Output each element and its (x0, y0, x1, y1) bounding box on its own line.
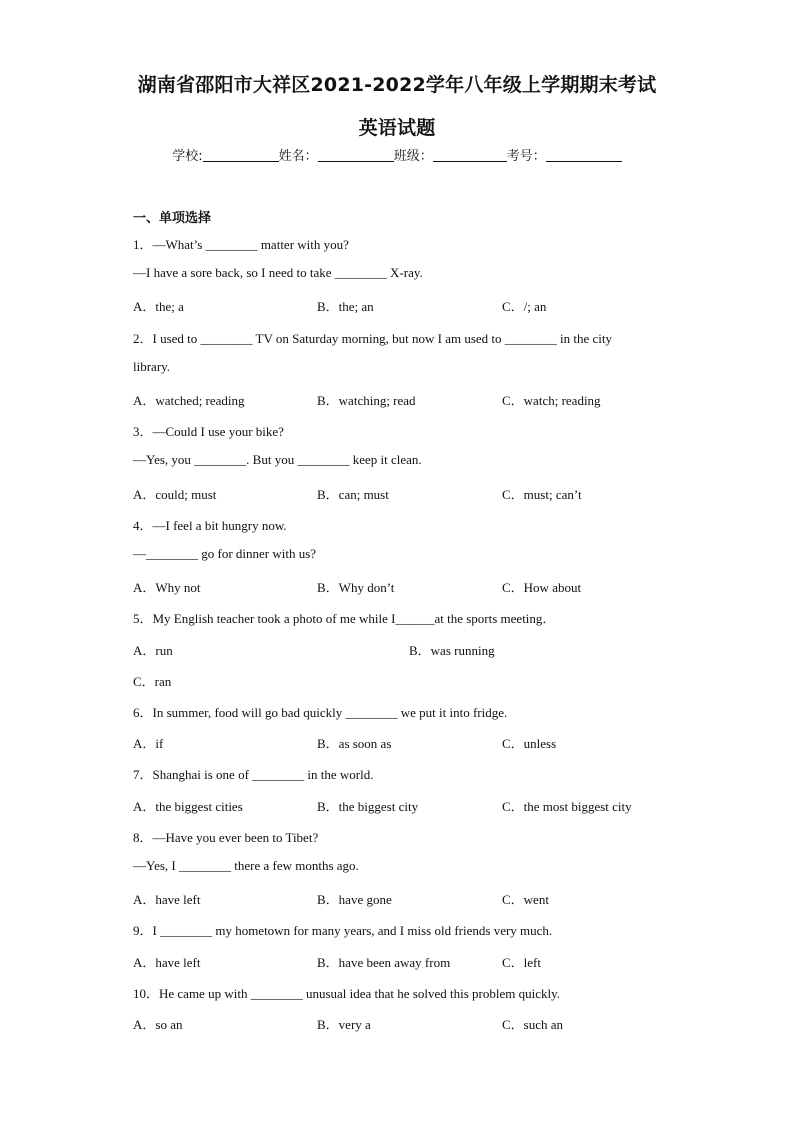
exam-title-line1: 湖南省邵阳市大祥区2021-2022学年八年级上学期期末考试 (137, 74, 657, 96)
question-8-stem: 8．—Have you ever been to Tibet? (133, 830, 319, 845)
question-1-option-b[interactable]: B．the; an (317, 299, 374, 314)
question-3-response: —Yes, you ________. But you ________ keep it clean. (133, 452, 422, 467)
question-10-option-b[interactable]: B．very a (317, 1017, 371, 1032)
question-2-option-a[interactable]: A．watched; reading (133, 393, 245, 408)
question-6-option-b[interactable]: B．as soon as (317, 736, 392, 751)
question-6-option-c[interactable]: C．unless (502, 736, 557, 751)
exam-title-line2: 英语试题 (358, 117, 436, 139)
question-4-response: —________ go for dinner with us? (133, 546, 317, 561)
question-2-stem: 2．I used to ________ TV on Saturday morning, but now I am used to ________ in the city (133, 331, 613, 346)
question-2-stem-cont: library. (133, 359, 171, 374)
question-3-option-b[interactable]: B．can; must (317, 487, 389, 502)
question-8-response: —Yes, I ________ there a few months ago. (133, 858, 359, 873)
number-label: 考号： (506, 149, 546, 164)
question-5-stem: 5．My English teacher took a photo of me while I______at the sports meeting． (133, 611, 556, 626)
school-label: 学校: (172, 149, 203, 164)
question-8-option-c[interactable]: C．went (502, 892, 549, 907)
question-8-option-a[interactable]: A．have left (133, 892, 201, 907)
name-blank[interactable] (318, 149, 394, 162)
question-6-stem: 6．In summer, food will go bad quickly ________ we put it into fridge. (133, 705, 508, 720)
question-1-option-c[interactable]: C．/; an (502, 299, 547, 314)
question-1-response: —I have a sore back, so I need to take ________ X-ray. (133, 265, 423, 280)
section-title: 一、单项选择 (133, 211, 212, 226)
name-label: 姓名： (278, 149, 318, 164)
question-4-option-a[interactable]: A．Why not (133, 580, 201, 595)
question-5-option-c[interactable]: C．ran (133, 674, 172, 689)
number-blank[interactable] (546, 149, 622, 162)
question-3-option-a[interactable]: A．could; must (133, 487, 217, 502)
question-9-option-a[interactable]: A．have left (133, 955, 201, 970)
question-7-option-c[interactable]: C．the most biggest city (502, 799, 632, 814)
question-4-option-b[interactable]: B．Why don’t (317, 580, 395, 595)
question-6-option-a[interactable]: A．if (133, 736, 164, 751)
question-1-stem: 1．—What’s ________ matter with you? (133, 237, 349, 252)
class-label: 班级： (393, 149, 433, 164)
question-3-option-c[interactable]: C．must; can’t (502, 487, 582, 502)
question-3-stem: 3．—Could I use your bike? (133, 424, 284, 439)
question-10-option-c[interactable]: C．such an (502, 1017, 564, 1032)
question-5-option-a[interactable]: A．run (133, 643, 173, 658)
question-1-option-a[interactable]: A．the; a (133, 299, 184, 314)
question-9-option-c[interactable]: C．left (502, 955, 541, 970)
question-9-option-b[interactable]: B．have been away from (317, 955, 451, 970)
question-9-stem: 9．I ________ my hometown for many years, and I miss old friends very much. (133, 923, 553, 938)
student-info-row (0, 145, 794, 164)
question-4-option-c[interactable]: C．How about (502, 580, 582, 595)
question-2-option-c[interactable]: C．watch; reading (502, 393, 601, 408)
question-2-option-b[interactable]: B．watching; read (317, 393, 416, 408)
question-8-option-b[interactable]: B．have gone (317, 892, 392, 907)
question-7-stem: 7．Shanghai is one of ________ in the world. (133, 767, 374, 782)
question-5-option-b[interactable]: B．was running (409, 643, 495, 658)
question-7-option-a[interactable]: A．the biggest cities (133, 799, 243, 814)
question-10-stem: 10．He came up with ________ unusual idea that he solved this problem quickly. (133, 986, 560, 1001)
question-10-option-a[interactable]: A．so an (133, 1017, 183, 1032)
school-blank[interactable] (203, 149, 279, 162)
class-blank[interactable] (433, 149, 507, 162)
question-4-stem: 4．—I feel a bit hungry now. (133, 518, 287, 533)
question-7-option-b[interactable]: B．the biggest city (317, 799, 419, 814)
